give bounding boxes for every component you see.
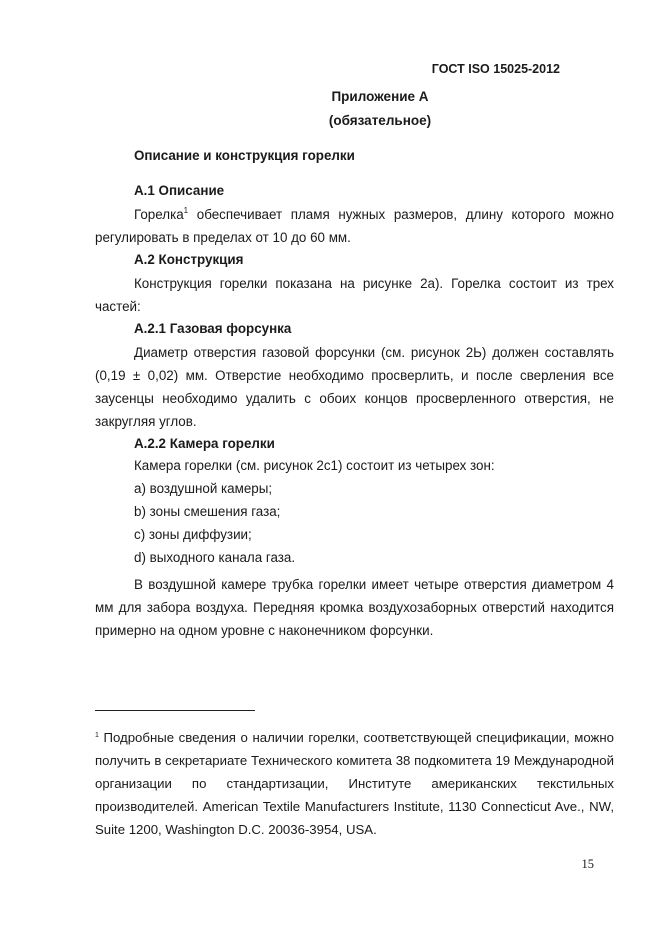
footnote: [95, 726, 614, 841]
list-item-d: d) выходного канала газа.: [134, 550, 296, 565]
heading-a1: А.1 Описание: [134, 183, 225, 198]
footnote-marker: 1: [95, 732, 99, 739]
list-item-a: а) воздушной камеры;: [134, 481, 273, 496]
section-title: Описание и конструкция горелки: [134, 148, 355, 163]
paragraph-a1: [95, 203, 614, 249]
list-item-c: с) зоны диффузии;: [134, 527, 252, 542]
paragraph-a1-start: Горелка: [134, 207, 184, 222]
paragraph-a1-rest: обеспечивает пламя нужных размеров, длину которого можно регулировать в пределах от 10 до 60 мм.: [95, 207, 614, 245]
footnote-ref: 1: [183, 206, 189, 215]
heading-a21: А.2.1 Газовая форсунка: [134, 321, 292, 336]
paragraph-a22-intro: Камера горелки (см. рисунок 2с1) состоит из четырех зон:: [134, 458, 495, 473]
appendix-subtitle: (обязательное): [328, 113, 432, 128]
paragraph-a2: Конструкция горелки показана на рисунке 2а). Горелка состоит из трех частей:: [95, 276, 614, 314]
heading-a22: А.2.2 Камера горелки: [134, 436, 275, 451]
list-item-b: b) зоны смешения газа;: [134, 504, 281, 519]
page-number: 15: [581, 857, 594, 871]
document-code: ГОСТ ISO 15025-2012: [431, 62, 560, 76]
paragraph-a21: Диаметр отверстия газовой форсунки (см. рисунок 2Ь) должен составлять (0,19 ± 0,02) мм. Отверстие необходимо просверлить, и после сверления все заусенцы необходимо удалить с обоих концов просверленного отверстия, не закругляя углов.: [95, 345, 614, 429]
heading-a2: А.2 Конструкция: [134, 252, 244, 267]
paragraph-a22: В воздушной камере трубка горелки имеет четыре отверстия диаметром 4 мм для забора воздуха. Передняя кромка воздухозаборных отверстий находится примерно на одном уровне с наконечником форсунки.: [95, 577, 614, 638]
footnote-text: Подробные сведения о наличии горелки, соответствующей спецификации, можно получить в секретариате Технического комитета 38 подкомитета 19 Международной организации по стандартизации, Институте американских текстильных производителей. American Textile Manufacturers Institute, 1130 Connecticut Ave., NW, Suite 1200, Washington D.C. 20036-3954, USA.: [95, 730, 614, 837]
appendix-title: Приложение А: [331, 89, 429, 104]
footnote-divider: [95, 710, 255, 711]
